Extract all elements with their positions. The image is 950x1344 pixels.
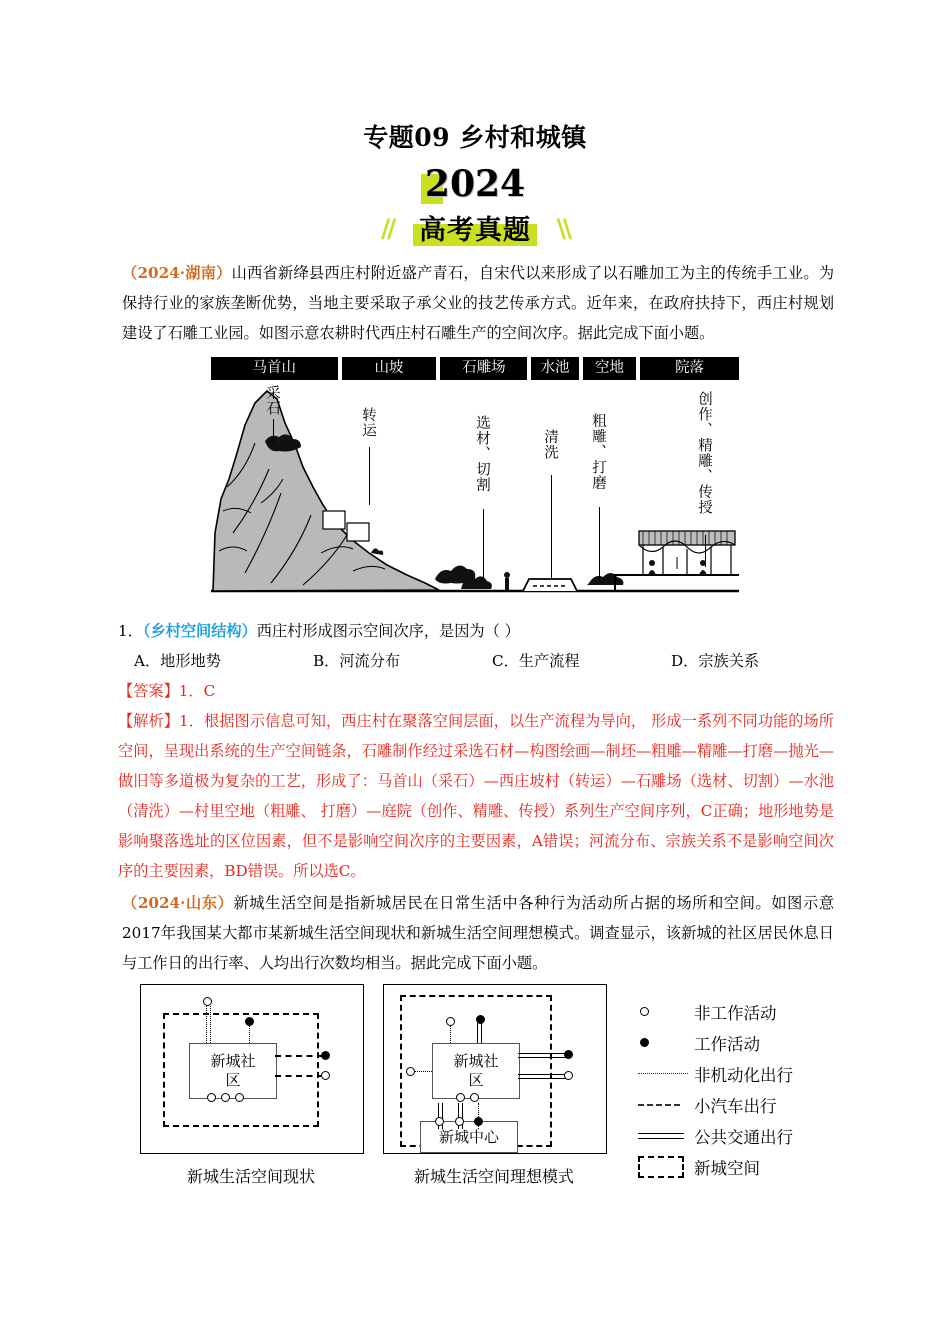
question1-options [134, 648, 850, 674]
figure2-right-panel [383, 984, 607, 1154]
figure2-node-filled [245, 1017, 254, 1026]
question2-passage [122, 888, 834, 978]
figure2-link-nonmotorized [206, 1006, 207, 1043]
page-title: 专题09 乡村和城镇 [363, 123, 587, 152]
figure1-header-cell: 空地 [583, 357, 636, 380]
year-text: 2024 [424, 163, 526, 205]
figure2-left-panel [140, 984, 364, 1154]
figure1-leader-line [369, 447, 370, 505]
figure2-node-open [207, 1093, 216, 1102]
figure2-left-caption: 新城生活空间现状 [186, 1167, 315, 1186]
figure1-leader-line [273, 419, 274, 445]
legend-label: 非机动化出行 [694, 1065, 793, 1085]
question1-analysis: 【解析】1．根据图示信息可知，西庄村在聚落空间层面，以生产流程为导向， 形成一系列不同功能的场所空间，呈现出系统的生产空间链条，石雕制作经过采选石材—构图绘画—制坯—粗雕—精雕—打磨—抛光—做旧等多道极为复杂的工艺，形成了：马首山（采石）—西庄坡村（转运）—石雕场（选材、切割）—水池（清洗）—村里空地（粗雕、 打磨）—庭院（创作、精雕、传授）系列生产空间序列，C正确；地形地势是影响聚落选址的区位因素，但不是影响空间次序的主要因素，A错误；河流分布、宗族关系不是影响空间次序的主要因素，BD错误。所以选C。 [118, 712, 834, 880]
figure2-link-transit [518, 1074, 566, 1079]
figure2-node-open [435, 1117, 444, 1126]
figure2-right-core-label: 新城社区 [453, 1052, 499, 1089]
figure2-node-open [406, 1067, 415, 1076]
banner-slash-right-icon: \\ [556, 214, 569, 243]
figure2-node-filled [321, 1051, 330, 1060]
figure2-node-filled [474, 1117, 483, 1126]
figure2-node-open [455, 1117, 464, 1126]
legend-item-public-transit-travel [636, 1120, 896, 1151]
legend-item-new-town-space [636, 1151, 896, 1182]
legend-label: 非工作活动 [694, 1003, 777, 1023]
fine-dotted-line-icon [636, 1073, 694, 1074]
figure2-left-core-label: 新城社区 [210, 1052, 256, 1089]
coarse-dashed-line-icon [636, 1104, 694, 1106]
figure2-right-caption: 新城生活空间理想模式 [413, 1167, 574, 1186]
filled-circle-icon [636, 1038, 694, 1047]
figure1-process-label-caishi: 采石 [264, 385, 280, 416]
question1-passage [122, 258, 834, 348]
figure1-leader-line [599, 507, 600, 579]
figure2-link-nonmotorized [450, 1026, 451, 1043]
figure1-header-cell: 水池 [531, 357, 578, 380]
figure2-node-open [446, 1017, 455, 1026]
question1-province-tag: （2024·湖南） [122, 264, 232, 282]
figure2-link-car [275, 1055, 323, 1057]
figure1-illustration [211, 383, 739, 605]
figure1-process-label-xuancai: 选材、切割 [474, 415, 490, 493]
open-circle-icon [636, 1007, 694, 1016]
question1-stem-text: 西庄村形成图示空间次序，是因为（ ） [256, 622, 520, 640]
figure2-link-car [275, 1075, 323, 1077]
figure-stone-carving-sequence [211, 357, 739, 605]
figure2-legend [636, 996, 896, 1182]
banner-slash-left-icon: // [381, 214, 394, 243]
figure2-node-open [235, 1093, 244, 1102]
figure2-right-center-label: 新城中心 [438, 1127, 499, 1146]
figure2-node-open [564, 1071, 573, 1080]
figure2-link-nonmotorized [210, 1006, 211, 1043]
question1-answer: 【答案】1．C [118, 682, 216, 700]
figure1-process-label-zhuanyun: 转运 [360, 407, 376, 438]
figure2-node-open [321, 1071, 330, 1080]
figure1-leader-line [551, 475, 552, 579]
figure2-node-open [221, 1093, 230, 1102]
legend-label: 小汽车出行 [694, 1096, 777, 1116]
figure2-link-transit [477, 1023, 482, 1043]
question1-passage-text: 山西省新绛县西庄村附近盛产青石，自宋代以来形成了以石雕加工为主的传统手工业。为保持行业的家族垄断优势，当地主要采取子承父业的技艺传承方式。近年来，在政府扶持下，西庄村规划建设了石雕工业园。如图示意农耕时代西庄村石雕生产的空间次序。据此完成下面小题。 [122, 264, 835, 342]
figure2-node-open [456, 1093, 465, 1102]
question1-number: 1． [118, 622, 143, 640]
legend-label: 新城空间 [694, 1158, 760, 1178]
legend-item-non-motorized-travel [636, 1058, 896, 1089]
figure1-header-row [211, 357, 739, 380]
section-banner [0, 208, 950, 248]
legend-label: 工作活动 [694, 1034, 760, 1054]
legend-label: 公共交通出行 [694, 1127, 793, 1147]
figure2-left-core-community-box [189, 1043, 277, 1099]
question2-passage-text: 新城生活空间是指新城居民在日常生活中各种行为活动所占据的场所和空间。如图示意2017年我国某大都市某新城生活空间现状和新城生活空间理想模式。调查显示，该新城的社区居民休息日与工作日的出行率、人均出行次数均相当。据此完成下面小题。 [122, 894, 835, 972]
question1-option-d[interactable]: D．宗族关系 [671, 652, 760, 670]
figure1-header-cell: 院落 [640, 357, 739, 380]
legend-item-car-travel [636, 1089, 896, 1120]
figure1-process-label-qingxi: 清洗 [542, 429, 558, 460]
question1-option-b[interactable]: B．河流分布 [313, 652, 401, 670]
figure1-header-cell: 石雕场 [440, 357, 527, 380]
figure2-link-nonmotorized [249, 1026, 250, 1043]
question1-option-a[interactable]: A．地形地势 [134, 652, 221, 670]
figure2-link-transit [518, 1053, 566, 1058]
dashed-box-icon [636, 1156, 694, 1178]
question1-option-c[interactable]: C．生产流程 [492, 652, 580, 670]
figure1-process-label-cudiao: 粗雕、打磨 [590, 413, 606, 491]
figure1-process-label-chuangzuo: 创作、精雕、传授 [696, 391, 712, 515]
figure2-right-center-box [420, 1121, 518, 1153]
double-solid-line-icon [636, 1133, 694, 1139]
figure2-right-core-community-box [432, 1043, 520, 1099]
question2-province-tag: （2024·山东） [122, 894, 234, 912]
banner-label: 高考真题 [419, 215, 531, 246]
figure1-leader-line [705, 535, 706, 567]
question1-stem-row [118, 618, 838, 644]
figure2-node-filled [564, 1050, 573, 1059]
figure2-node-open [470, 1093, 479, 1102]
year-badge [0, 163, 950, 208]
legend-item-non-work-activity [636, 996, 896, 1027]
figure1-leader-line [483, 509, 484, 579]
figure1-header-cell: 山坡 [342, 357, 437, 380]
figure2-node-open [203, 997, 212, 1006]
question1-knowledge-tag: （乡村空间结构） [142, 622, 257, 640]
figure1-header-cell: 马首山 [211, 357, 338, 380]
figure2-link-nonmotorized [415, 1071, 432, 1072]
legend-item-work-activity [636, 1027, 896, 1058]
